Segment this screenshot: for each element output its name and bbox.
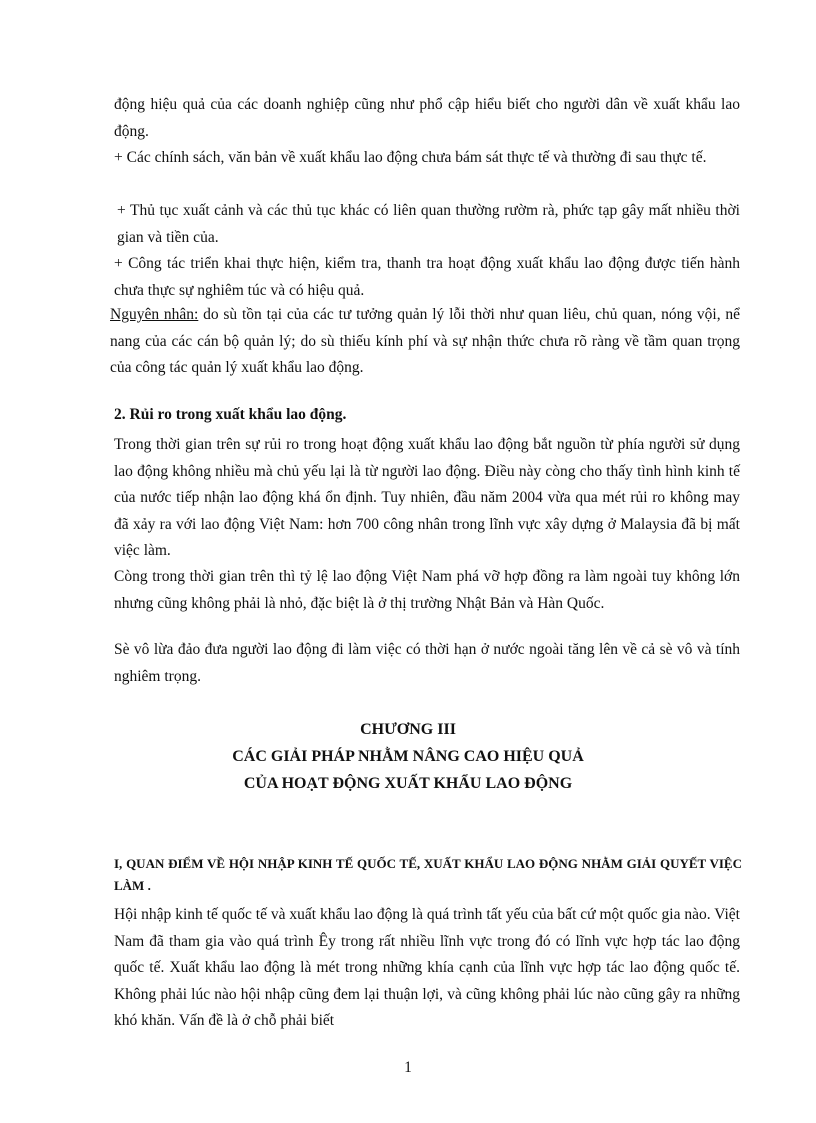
cause-text: do sù tồn tại của các tư tưởng quản lý lỗi thời như quan liêu, chủ quan, nóng vội, nể nang của các cán bộ quản lý; do sù thiếu kính phí và sự nhận thức chưa rõ ràng về tầm quan trọng của công tác quản lý xuất khẩu lao động. bbox=[110, 306, 740, 376]
paragraph-risk-3: Sè vô lừa đảo đưa người lao động đi làm việc có thời hạn ở nước ngoài tăng lên về cả sè vô và tính nghiêm trọng. bbox=[114, 641, 740, 685]
paragraph-integration: Hội nhập kinh tế quốc tế và xuất khẩu lao động là quá trình tất yếu của bất cứ một quốc gia nào. Việt Nam đã tham gia vào quá trình Êy trong rất nhiều lĩnh vực trong đó có lĩnh vực hợp tác lao động quốc tế. Xuất khẩu lao động là mét trong những khía cạnh của lĩnh vực hợp tác lao động quốc tế. Không phải lúc nào hội nhập cũng đem lại thuận lợi, và cũng không phải lúc nào cũng gây ra những khó khăn. Vấn đề là ở chỗ phải biết bbox=[114, 906, 740, 1029]
chapter-title-line-1: CÁC GIẢI PHÁP NHẰM NÂNG CAO HIỆU QUẢ bbox=[232, 748, 584, 765]
part-heading: I, QUAN ĐIỂM VỀ HỘI NHẬP KINH TẾ QUỐC TẾ, XUẤT KHẨU LAO ĐỘNG NHẰM GIẢI QUYẾT VIỆC LÀM . bbox=[114, 856, 742, 893]
paragraph-risk-2: Còng trong thời gian trên thì tỷ lệ lao động Việt Nam phá vỡ hợp đồng ra làm ngoài tuy không lớn nhưng cũng không phải là nhỏ, đặc biệt là ở thị trường Nhật Bản và Hàn Quốc. bbox=[114, 568, 740, 612]
paragraph-inspection: + Công tác triển khai thực hiện, kiểm tra, thanh tra hoạt động xuất khẩu lao động được tiến hành chưa thực sự nghiêm túc và có hiệu quả. bbox=[114, 255, 740, 299]
paragraph-risk-1: Trong thời gian trên sự rủi ro trong hoạt động xuất khẩu lao động bắt nguồn từ phía người sử dụng lao động không nhiều mà chủ yếu lại là từ người lao động. Điều này còng cho thấy tình hình kinh tế của nước tiếp nhận lao động khá ổn định. Tuy nhiên, đầu năm 2004 vừa qua mét rủi ro không may đã xảy ra với lao động Việt Nam: hơn 700 công nhân trong lĩnh vực xây dựng ở Malaysia đã bị mất việc làm. bbox=[114, 436, 740, 559]
paragraph-cause bbox=[110, 302, 740, 382]
section-title-risk: 2. Rủi ro trong xuất khẩu lao động. bbox=[114, 406, 347, 423]
paragraph-policy: + Các chính sách, văn bản về xuất khẩu lao động chưa bám sát thực tế và thường đi sau thực tế. bbox=[114, 149, 707, 166]
paragraph-continuation: động hiệu quả của các doanh nghiệp cũng như phổ cập hiểu biết cho người dân về xuất khẩu lao động. bbox=[114, 96, 740, 140]
page-number: 1 bbox=[404, 1059, 412, 1076]
paragraph-procedures: + Thủ tục xuất cảnh và các thủ tục khác có liên quan thường rườm rà, phức tạp gây mất nhiều thời gian và tiền của. bbox=[117, 202, 740, 246]
cause-label: Nguyên nhân: bbox=[110, 306, 199, 323]
chapter-number: CHƯƠNG III bbox=[360, 721, 456, 738]
chapter-title-line-2: CỦA HOẠT ĐỘNG XUẤT KHẨU LAO ĐỘNG bbox=[243, 775, 573, 792]
